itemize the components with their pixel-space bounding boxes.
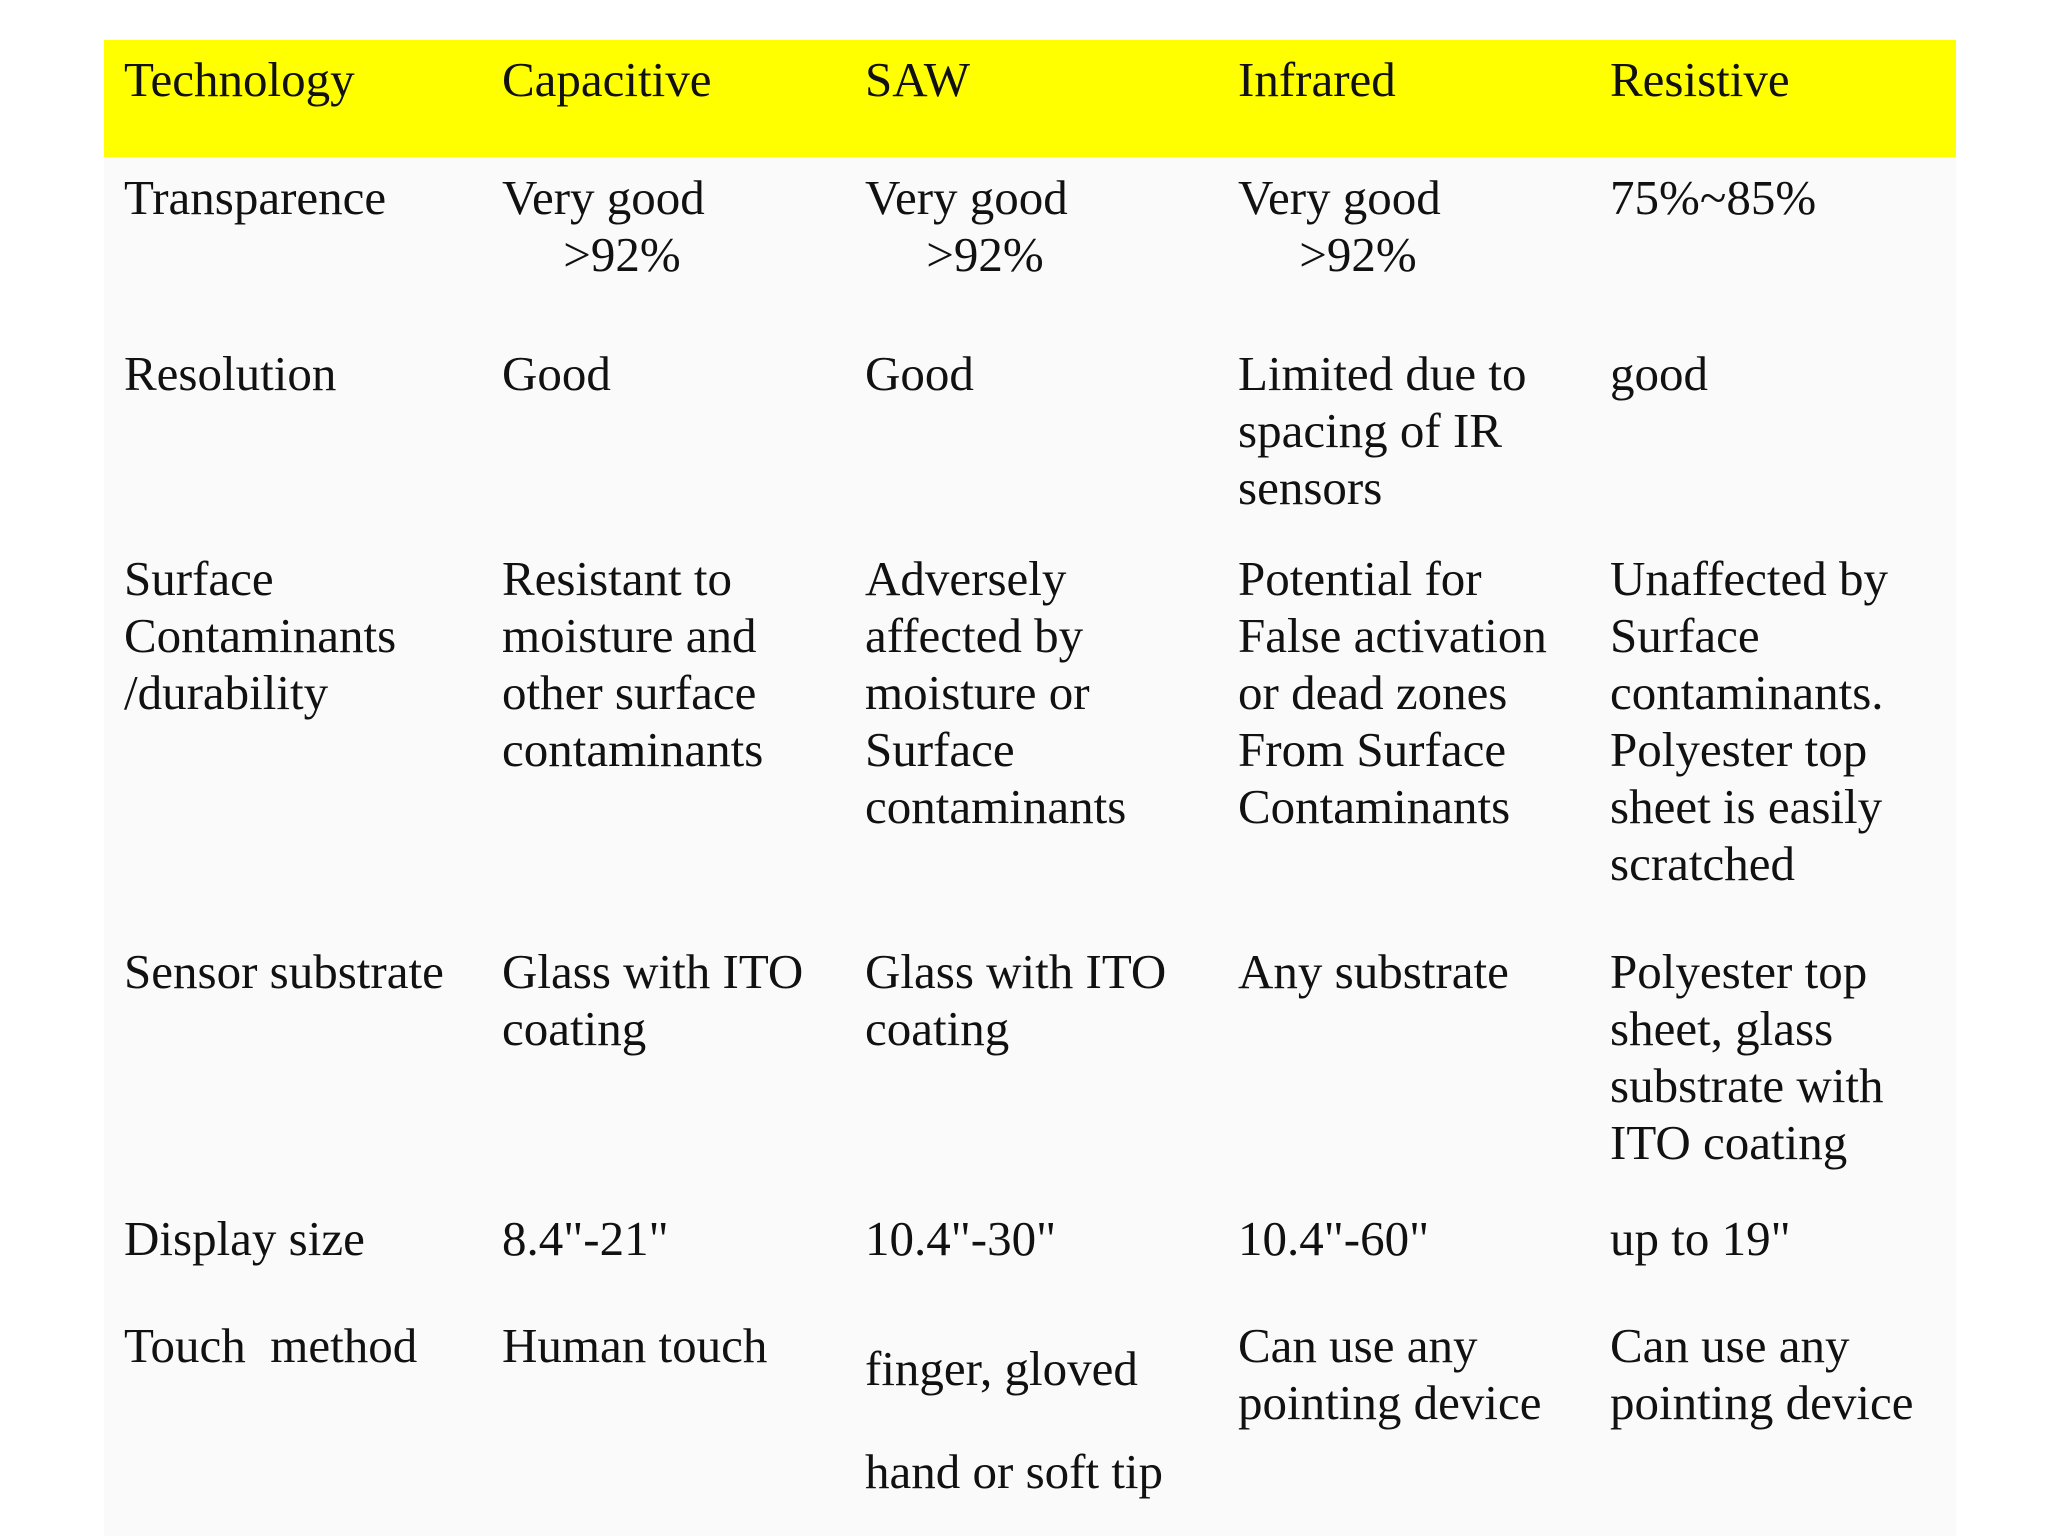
cell-display-infrared: 10.4"-60" <box>1238 1211 1430 1266</box>
cell-resolution-capacitive: Good <box>502 346 611 401</box>
header-capacitive: Capacitive <box>502 52 712 107</box>
row-label-transparence: Transparence <box>124 170 387 225</box>
header-saw: SAW <box>865 52 970 107</box>
cell-substrate-capacitive: Glass with ITO coating <box>502 944 804 1056</box>
row-label-sensor-substrate: Sensor substrate <box>124 944 444 999</box>
cell-display-resistive: up to 19" <box>1610 1211 1791 1266</box>
cell-touch-infrared: Can use any pointing device <box>1238 1318 1542 1430</box>
cell-substrate-resistive: Polyester top sheet, glass substrate with ITO coating <box>1610 944 1884 1170</box>
cell-transparence-capacitive: Very good >92% <box>502 170 705 282</box>
cell-surface-capacitive: Resistant to moisture and other surface contaminants <box>502 551 764 777</box>
row-label-surface-contaminants: Surface Contaminants /durability <box>124 551 397 720</box>
cell-touch-saw: finger, gloved hand or soft tip <box>865 1341 1164 1499</box>
header-resistive: Resistive <box>1610 52 1790 107</box>
cell-transparence-infrared: Very good >92% <box>1238 170 1441 282</box>
cell-surface-resistive: Unaffected by Surface contaminants. Polyester top sheet is easily scratched <box>1610 551 1888 891</box>
cell-display-capacitive: 8.4"-21" <box>502 1211 669 1266</box>
cell-touch-capacitive: Human touch <box>502 1318 768 1373</box>
cell-transparence-saw: Very good >92% <box>865 170 1068 282</box>
row-label-touch-method: Touch method <box>124 1318 418 1373</box>
cell-resolution-saw: Good <box>865 346 974 401</box>
cell-resolution-infrared: Limited due to spacing of IR sensors <box>1238 346 1527 515</box>
cell-display-saw: 10.4"-30" <box>865 1211 1057 1266</box>
cell-substrate-infrared: Any substrate <box>1238 944 1509 999</box>
header-infrared: Infrared <box>1238 52 1396 107</box>
row-label-resolution: Resolution <box>124 346 337 401</box>
cell-transparence-resistive: 75%~85% <box>1610 170 1817 225</box>
cell-touch-resistive: Can use any pointing device <box>1610 1318 1914 1430</box>
cell-surface-infrared: Potential for False activation or dead zones From Surface Contaminants <box>1238 551 1547 834</box>
cell-surface-saw: Adversely affected by moisture or Surface contaminants <box>865 551 1127 834</box>
header-technology: Technology <box>124 52 355 107</box>
row-label-display-size: Display size <box>124 1211 365 1266</box>
cell-resolution-resistive: good <box>1610 346 1708 401</box>
cell-substrate-saw: Glass with ITO coating <box>865 944 1167 1056</box>
